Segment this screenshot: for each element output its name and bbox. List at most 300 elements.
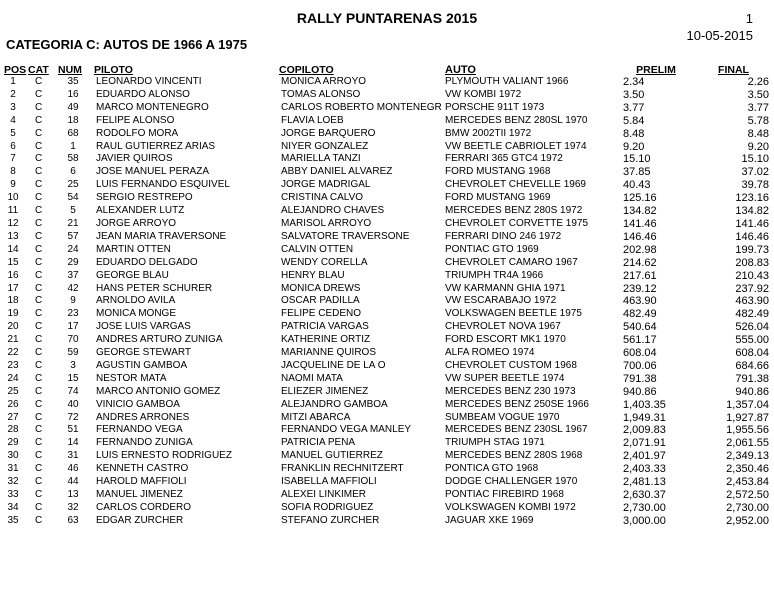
cell-num: 9 — [70, 295, 76, 307]
cell-copiloto: STEFANO ZURCHER — [281, 514, 380, 526]
cell-prelim: 2,403.33 — [623, 463, 666, 476]
cell-pos: 7 — [10, 153, 16, 165]
cell-num: 40 — [67, 398, 79, 410]
table-row — [4, 295, 770, 308]
cell-num: 70 — [67, 334, 79, 346]
cell-prelim: 2,730.00 — [623, 501, 666, 514]
cell-pos: 22 — [7, 347, 19, 359]
cell-cat: C — [35, 424, 43, 436]
cell-piloto: JOSE MANUEL PERAZA — [96, 166, 209, 178]
cell-prelim: 40.43 — [623, 179, 651, 192]
cell-prelim: 8.48 — [623, 127, 645, 140]
cell-copiloto: FRANKLIN RECHNITZERT — [281, 463, 404, 475]
cell-copiloto: JACQUELINE DE LA O — [281, 359, 386, 371]
cell-cat: C — [35, 308, 43, 320]
cell-auto: CHEVROLET CHEVELLE 1969 — [445, 179, 586, 191]
cell-pos: 25 — [7, 385, 19, 397]
cell-num: 21 — [67, 217, 79, 229]
cell-cat: C — [35, 347, 43, 359]
table-row — [4, 424, 770, 437]
cell-copiloto: MONICA DREWS — [281, 282, 361, 294]
cell-pos: 31 — [7, 463, 19, 475]
table-row — [4, 257, 770, 270]
cell-pos: 19 — [7, 308, 19, 320]
cell-final: 940.86 — [735, 385, 769, 398]
cell-cat: C — [35, 476, 43, 488]
cell-prelim: 463.90 — [623, 295, 657, 308]
category-heading: CATEGORIA C: AUTOS DE 1966 A 1975 — [6, 37, 248, 52]
table-row — [4, 128, 770, 141]
cell-piloto: MARTIN OTTEN — [96, 243, 171, 255]
cell-auto: PLYMOUTH VALIANT 1966 — [445, 76, 569, 87]
cell-prelim: 202.98 — [623, 243, 657, 256]
cell-pos: 21 — [7, 334, 19, 346]
cell-piloto: LUIS ERNESTO RODRIGUEZ — [96, 450, 232, 462]
cell-auto: TRIUMPH STAG 1971 — [445, 437, 545, 449]
cell-num: 31 — [67, 450, 79, 462]
cell-prelim: 2,630.37 — [623, 489, 666, 501]
cell-prelim: 2,071.91 — [623, 437, 666, 450]
cell-copiloto: PATRICIA PENA — [281, 437, 356, 449]
cell-cat: C — [35, 372, 43, 384]
cell-final: 608.04 — [735, 347, 769, 360]
table-row — [4, 463, 770, 476]
table-row — [4, 205, 770, 218]
cell-auto: FORD MUSTANG 1969 — [445, 192, 551, 204]
cell-cat: C — [35, 140, 43, 152]
cell-auto: JAGUAR XKE 1969 — [445, 514, 534, 526]
cell-auto: PORSCHE 911T 1973 — [445, 101, 545, 113]
cell-cat: C — [35, 192, 43, 204]
table-row — [4, 270, 770, 283]
report-date: 10-05-2015 — [686, 28, 753, 43]
cell-piloto: JOSE LUIS VARGAS — [96, 321, 191, 333]
table-row — [4, 373, 770, 386]
cell-num: 16 — [67, 88, 79, 100]
cell-pos: 10 — [7, 192, 19, 204]
cell-final: 2,061.55 — [726, 437, 769, 450]
cell-cat: C — [35, 127, 43, 139]
cell-cat: C — [35, 463, 43, 475]
cell-copiloto: PATRICIA VARGAS — [281, 321, 369, 333]
table-row — [4, 515, 770, 528]
cell-copiloto: NIYER GONZALEZ — [281, 140, 369, 152]
results-table — [4, 60, 770, 528]
cell-final: 123.16 — [735, 192, 769, 205]
table-row — [4, 386, 770, 399]
table-row — [4, 476, 770, 489]
cell-piloto: ARNOLDO AVILA — [96, 295, 176, 307]
cell-auto: VW BEETLE CABRIOLET 1974 — [445, 140, 587, 152]
cell-final: 482.49 — [735, 308, 769, 321]
document-title: RALLY PUNTARENAS 2015 — [296, 10, 478, 26]
cell-cat: C — [35, 243, 43, 255]
cell-cat: C — [35, 295, 43, 307]
column-header-final: FINAL — [718, 64, 749, 76]
cell-pos: 33 — [7, 489, 19, 500]
cell-auto: VOLKSWAGEN BEETLE 1975 — [445, 308, 582, 320]
cell-num: 63 — [67, 514, 79, 526]
cell-copiloto: ALEJANDRO GAMBOA — [281, 398, 388, 410]
cell-prelim: 217.61 — [623, 269, 657, 282]
cell-num: 29 — [67, 256, 79, 268]
column-header-cat: CAT — [28, 64, 49, 76]
cell-prelim: 791.38 — [623, 372, 657, 385]
cell-copiloto: FELIPE CEDEÑO — [281, 308, 362, 320]
cell-final: 3.50 — [747, 88, 769, 101]
cell-final: 199.73 — [735, 243, 769, 256]
cell-copiloto: TOMAS ALONSO — [281, 88, 361, 100]
cell-prelim: 700.06 — [623, 359, 657, 372]
cell-final: 8.48 — [747, 127, 769, 140]
cell-pos: 9 — [10, 179, 16, 191]
cell-cat: C — [35, 437, 43, 449]
cell-final: 3.77 — [747, 101, 769, 114]
table-row — [4, 231, 770, 244]
table-header-row — [4, 60, 770, 76]
cell-cat: C — [35, 205, 43, 217]
cell-piloto: MARCO MONTENEGRO — [96, 101, 209, 113]
cell-piloto: RAUL GUTIERREZ ARIAS — [96, 140, 216, 152]
table-row — [4, 166, 770, 179]
cell-copiloto: ALEXEI LINKIMER — [281, 489, 367, 500]
cell-pos: 15 — [7, 256, 19, 268]
cell-num: 68 — [67, 127, 79, 139]
cell-copiloto: ALEJANDRO CHAVES — [281, 205, 385, 217]
cell-copiloto: MITZI ABARCA — [281, 411, 351, 423]
cell-prelim: 134.82 — [623, 205, 657, 218]
cell-num: 1 — [70, 140, 76, 152]
cell-cat: C — [35, 321, 43, 333]
cell-pos: 2 — [10, 88, 16, 100]
cell-cat: C — [35, 217, 43, 229]
cell-piloto: LEONARDO VINCENTI — [96, 76, 202, 87]
cell-copiloto: NAOMI MATA — [281, 372, 343, 384]
cell-auto: SUMBEAM VOGUE 1970 — [445, 411, 560, 423]
table-row — [4, 76, 770, 89]
cell-piloto: JORGE ARROYO — [96, 217, 177, 229]
cell-final: 2,453.84 — [726, 476, 769, 489]
cell-copiloto: MANUEL GUTIERREZ — [281, 450, 383, 462]
cell-copiloto: CARLOS ROBERTO MONTENEGR — [281, 101, 442, 113]
table-row — [4, 334, 770, 347]
cell-cat: C — [35, 88, 43, 100]
cell-prelim: 9.20 — [623, 140, 645, 153]
cell-piloto: LUIS FERNANDO ESQUIVEL — [96, 179, 230, 191]
cell-copiloto: HENRY BLAU — [281, 269, 345, 281]
cell-pos: 6 — [10, 140, 16, 152]
cell-copiloto: MONICA ARROYO — [281, 76, 367, 87]
cell-auto: MERCEDES BENZ 250SE 1966 — [445, 398, 589, 410]
cell-prelim: 141.46 — [623, 217, 657, 230]
cell-num: 74 — [67, 385, 79, 397]
cell-cat: C — [35, 230, 43, 242]
table-row — [4, 102, 770, 115]
cell-pos: 17 — [7, 282, 19, 294]
cell-prelim: 1,949.31 — [623, 411, 666, 424]
cell-final: 2,350.46 — [726, 463, 769, 476]
cell-piloto: MONICA MONGE — [96, 308, 177, 320]
cell-copiloto: CRISTINA CALVO — [281, 192, 364, 204]
cell-auto: FERRARI 365 GTC4 1972 — [445, 153, 563, 165]
cell-num: 14 — [67, 437, 79, 449]
cell-prelim: 482.49 — [623, 308, 657, 321]
column-header-pos: POS — [4, 64, 27, 76]
cell-final: 237.92 — [735, 282, 769, 295]
column-header-auto: AUTO — [445, 64, 476, 76]
cell-prelim: 239.12 — [623, 282, 657, 295]
table-row — [4, 308, 770, 321]
cell-num: 32 — [67, 501, 79, 513]
cell-auto: FORD MUSTANG 1968 — [445, 166, 551, 178]
cell-prelim: 5.84 — [623, 114, 645, 127]
cell-final: 2,349.13 — [726, 450, 769, 463]
table-row — [4, 179, 770, 192]
cell-pos: 12 — [7, 217, 19, 229]
cell-final: 2.26 — [747, 76, 769, 88]
cell-pos: 8 — [10, 166, 16, 178]
cell-pos: 14 — [7, 243, 19, 255]
cell-auto: CHEVROLET NOVA 1967 — [445, 321, 561, 333]
cell-num: 59 — [67, 347, 79, 359]
table-row — [4, 218, 770, 231]
cell-cat: C — [35, 501, 43, 513]
cell-final: 141.46 — [735, 217, 769, 230]
cell-piloto: ANDRES ARRONES — [96, 411, 190, 423]
cell-num: 17 — [67, 321, 79, 333]
cell-piloto: FERNANDO ZUNIGA — [96, 437, 193, 449]
cell-piloto: MANUEL JIMENEZ — [96, 489, 183, 500]
cell-copiloto: JORGE BARQUERO — [281, 127, 376, 139]
cell-pos: 16 — [7, 269, 19, 281]
cell-final: 1,357.04 — [726, 398, 769, 411]
cell-num: 24 — [67, 243, 79, 255]
column-header-piloto: PILOTO — [94, 64, 133, 76]
cell-final: 39.78 — [741, 179, 769, 192]
cell-prelim: 3,000.00 — [623, 514, 666, 527]
table-row — [4, 437, 770, 450]
cell-pos: 1 — [10, 76, 16, 87]
table-row — [4, 153, 770, 166]
table-row — [4, 283, 770, 296]
cell-final: 1,927.87 — [726, 411, 769, 424]
cell-copiloto: MARISOL ARROYO — [281, 217, 372, 229]
cell-piloto: JAVIER QUIROS — [96, 153, 173, 165]
table-row — [4, 347, 770, 360]
cell-pos: 34 — [7, 501, 19, 513]
cell-num: 37 — [67, 269, 79, 281]
cell-num: 15 — [67, 372, 79, 384]
table-row — [4, 450, 770, 463]
cell-auto: MERCEDES BENZ 230 1973 — [445, 385, 576, 397]
cell-num: 44 — [67, 476, 79, 488]
cell-piloto: ANDRES ARTURO ZUNIGA — [96, 334, 223, 346]
cell-copiloto: MARIELLA TANZI — [281, 153, 361, 165]
cell-cat: C — [35, 385, 43, 397]
cell-prelim: 2,401.97 — [623, 450, 666, 463]
cell-num: 5 — [70, 205, 76, 217]
table-row — [4, 89, 770, 102]
cell-final: 146.46 — [735, 230, 769, 243]
cell-num: 54 — [67, 192, 79, 204]
cell-copiloto: FERNANDO VEGA MANLEY — [281, 424, 412, 436]
column-header-prelim: PRELIM — [636, 64, 676, 76]
cell-pos: 28 — [7, 424, 19, 436]
cell-copiloto: ELIEZER JIMENEZ — [281, 385, 369, 397]
cell-cat: C — [35, 269, 43, 281]
cell-piloto: GEORGE STEWART — [96, 347, 192, 359]
cell-auto: FERRARI DINO 246 1972 — [445, 230, 562, 242]
cell-prelim: 608.04 — [623, 347, 657, 360]
cell-prelim: 561.17 — [623, 334, 657, 347]
cell-cat: C — [35, 514, 43, 526]
table-row — [4, 489, 770, 502]
cell-piloto: FELIPE ALONSO — [96, 114, 175, 126]
cell-cat: C — [35, 153, 43, 165]
cell-copiloto: CALVIN OTTEN — [281, 243, 354, 255]
cell-final: 526.04 — [735, 321, 769, 334]
cell-num: 49 — [67, 101, 79, 113]
cell-prelim: 125.16 — [623, 192, 657, 205]
cell-auto: PONTIAC FIREBIRD 1968 — [445, 489, 564, 500]
cell-piloto: EDUARDO ALONSO — [96, 88, 190, 100]
cell-cat: C — [35, 282, 43, 294]
cell-num: 57 — [67, 230, 79, 242]
table-row — [4, 399, 770, 412]
cell-piloto: SERGIO RESTREPO — [96, 192, 193, 204]
cell-auto: PONTICA GTO 1968 — [445, 463, 539, 475]
cell-prelim: 15.10 — [623, 153, 651, 166]
cell-auto: TRIUMPH TR4A 1966 — [445, 269, 544, 281]
cell-final: 210.43 — [735, 269, 769, 282]
cell-final: 1,955.56 — [726, 424, 769, 437]
cell-piloto: NESTOR MATA — [96, 372, 167, 384]
page-number: 1 — [745, 11, 753, 26]
cell-piloto: ALEXANDER LUTZ — [96, 205, 185, 217]
cell-auto: DODGE CHALLENGER 1970 — [445, 476, 578, 488]
cell-auto: VW KOMBI 1972 — [445, 88, 522, 100]
cell-copiloto: WENDY CORELLA — [281, 256, 368, 268]
cell-pos: 13 — [7, 230, 19, 242]
cell-cat: C — [35, 489, 43, 500]
cell-num: 35 — [67, 76, 79, 87]
cell-auto: MERCEDES BENZ 280S 1968 — [445, 450, 583, 462]
cell-cat: C — [35, 179, 43, 191]
cell-final: 15.10 — [741, 153, 769, 166]
cell-piloto: EDGAR ZURCHER — [96, 514, 184, 526]
cell-auto: VW SUPER BEETLE 1974 — [445, 372, 565, 384]
cell-auto: ALFA ROMEO 1974 — [445, 347, 535, 359]
cell-num: 25 — [67, 179, 79, 191]
cell-auto: VW KARMANN GHIA 1971 — [445, 282, 566, 294]
cell-final: 2,572.50 — [726, 489, 769, 501]
cell-final: 684.66 — [735, 359, 769, 372]
cell-pos: 11 — [7, 205, 19, 217]
cell-cat: C — [35, 101, 43, 113]
cell-piloto: FERNANDO VEGA — [96, 424, 183, 436]
cell-pos: 24 — [7, 372, 19, 384]
table-row — [4, 502, 770, 515]
cell-num: 51 — [67, 424, 79, 436]
cell-cat: C — [35, 398, 43, 410]
cell-pos: 4 — [10, 114, 16, 126]
cell-copiloto: SOFIA RODRIGUEZ — [281, 501, 374, 513]
cell-num: 3 — [70, 359, 76, 371]
cell-pos: 5 — [10, 127, 16, 139]
cell-pos: 20 — [7, 321, 19, 333]
cell-prelim: 940.86 — [623, 385, 657, 398]
cell-num: 42 — [67, 282, 79, 294]
cell-final: 2,952.00 — [726, 514, 769, 527]
cell-copiloto: MARIANNE QUIROS — [281, 347, 377, 359]
cell-piloto: EDUARDO DELGADO — [96, 256, 198, 268]
cell-final: 791.38 — [735, 372, 769, 385]
cell-cat: C — [35, 359, 43, 371]
cell-final: 463.90 — [735, 295, 769, 308]
cell-cat: C — [35, 166, 43, 178]
cell-num: 58 — [67, 153, 79, 165]
column-header-num: NUM — [58, 64, 82, 76]
cell-prelim: 2,009.83 — [623, 424, 666, 437]
cell-piloto: VINICIO GAMBOA — [96, 398, 180, 410]
cell-copiloto: ABBY DANIEL ALVAREZ — [281, 166, 393, 178]
cell-auto: MERCEDES BENZ 230SL 1967 — [445, 424, 588, 436]
cell-piloto: KENNETH CASTRO — [96, 463, 189, 475]
cell-cat: C — [35, 256, 43, 268]
cell-pos: 32 — [7, 476, 19, 488]
table-row — [4, 321, 770, 334]
cell-prelim: 1,403.35 — [623, 398, 666, 411]
cell-prelim: 214.62 — [623, 256, 657, 269]
cell-prelim: 3.77 — [623, 101, 645, 114]
cell-prelim: 37.85 — [623, 166, 651, 179]
table-row — [4, 360, 770, 373]
cell-pos: 27 — [7, 411, 19, 423]
cell-piloto: RODOLFO MORA — [96, 127, 179, 139]
cell-num: 23 — [67, 308, 79, 320]
table-row — [4, 192, 770, 205]
cell-prelim: 540.64 — [623, 321, 657, 334]
cell-auto: VOLKSWAGEN KOMBI 1972 — [445, 501, 576, 513]
cell-auto: CHEVROLET CAMARO 1967 — [445, 256, 578, 268]
cell-prelim: 3.50 — [623, 88, 645, 101]
cell-copiloto: OSCAR PADILLA — [281, 295, 360, 307]
cell-num: 18 — [67, 114, 79, 126]
cell-copiloto: SALVATORE TRAVERSONE — [281, 230, 410, 242]
cell-final: 5.78 — [747, 114, 769, 127]
cell-auto: VW ESCARABAJO 1972 — [445, 295, 557, 307]
cell-piloto: GEORGE BLAU — [96, 269, 169, 281]
cell-cat: C — [35, 76, 43, 87]
cell-piloto: CARLOS CORDERO — [96, 501, 192, 513]
cell-pos: 35 — [7, 514, 19, 526]
cell-num: 6 — [70, 166, 76, 178]
cell-num: 13 — [67, 489, 79, 500]
cell-cat: C — [35, 334, 43, 346]
table-row — [4, 412, 770, 425]
cell-auto: PONTIAC GTO 1969 — [445, 243, 539, 255]
cell-prelim: 2.34 — [623, 76, 645, 88]
table-row — [4, 141, 770, 154]
cell-final: 2,730.00 — [726, 501, 769, 514]
cell-pos: 18 — [7, 295, 19, 307]
cell-auto: MERCEDES BENZ 280S 1972 — [445, 205, 583, 217]
cell-piloto: HAROLD MAFFIOLI — [96, 476, 187, 488]
cell-auto: BMW 2002TII 1972 — [445, 127, 532, 139]
cell-final: 37.02 — [741, 166, 769, 179]
cell-pos: 29 — [7, 437, 19, 449]
cell-pos: 3 — [10, 101, 16, 113]
